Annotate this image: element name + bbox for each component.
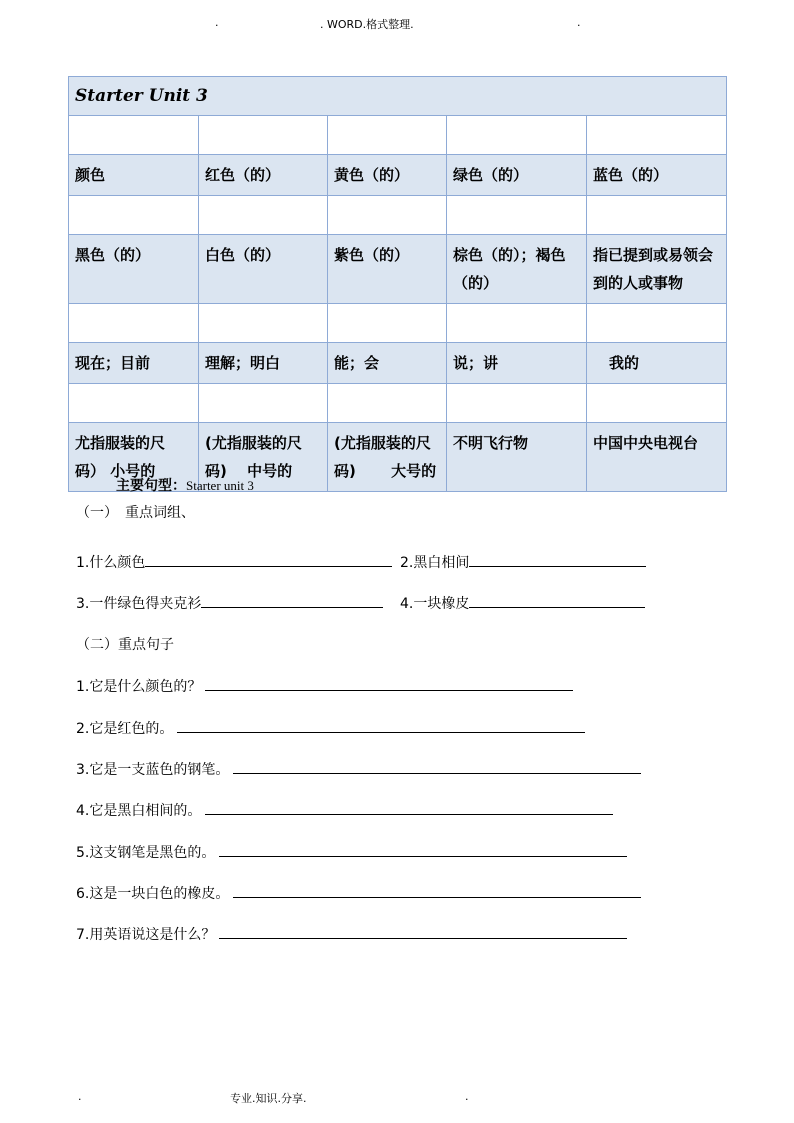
- main-patterns: [116, 475, 254, 495]
- table-cell: 紫色（的）: [328, 235, 447, 304]
- main-patterns-value: Starter unit 3: [186, 478, 254, 493]
- answer-cell[interactable]: [587, 304, 727, 343]
- sentence-text: 5.这支钢笔是黑色的。: [76, 845, 216, 861]
- table-cell: 说；讲: [447, 343, 587, 384]
- table-row-blank: [69, 304, 727, 343]
- footer-text: 专业.知识.分享.: [230, 1092, 307, 1105]
- answer-cell[interactable]: [447, 196, 587, 235]
- sentence-item: [76, 676, 573, 696]
- phrase-text: 2.黑白相间: [400, 555, 470, 571]
- table-cell: 蓝色（的）: [587, 155, 727, 196]
- phrase-item: [400, 552, 646, 572]
- sentence-text: 1.它是什么颜色的？: [76, 679, 202, 695]
- table-cell: (尤指服装的尺码) 大号的: [328, 423, 447, 492]
- header-right-dot: .: [577, 16, 581, 29]
- sentence-item: [76, 800, 613, 820]
- header-left-dot: .: [215, 16, 219, 29]
- vocabulary-table: [68, 76, 727, 492]
- table-cell: (尤指服装的尺码) 中号的: [199, 423, 328, 492]
- sentence-item: [76, 759, 641, 779]
- phrase-item: [76, 593, 383, 613]
- section-one-title: （一） 重点词组、: [76, 505, 195, 521]
- table-row-blank: [69, 384, 727, 423]
- table-cell: 白色（的）: [199, 235, 328, 304]
- answer-cell[interactable]: [587, 116, 727, 155]
- table-title: Starter Unit 3: [69, 77, 727, 116]
- answer-cell[interactable]: [587, 384, 727, 423]
- answer-cell[interactable]: [447, 116, 587, 155]
- phrase-text: 1.什么颜色: [76, 555, 146, 571]
- section-two-title: （二）重点句子: [76, 637, 174, 653]
- answer-blank[interactable]: [469, 552, 646, 567]
- sentence-item: [76, 842, 627, 862]
- answer-blank[interactable]: [205, 800, 613, 815]
- answer-cell[interactable]: [328, 304, 447, 343]
- header-title: . WORD.格式整理.: [320, 18, 414, 31]
- answer-cell[interactable]: [69, 304, 199, 343]
- answer-cell[interactable]: [447, 304, 587, 343]
- sentence-text: 3.它是一支蓝色的钢笔。: [76, 762, 230, 778]
- sentence-text: 7.用英语说这是什么？: [76, 927, 216, 943]
- table-row-blank: [69, 196, 727, 235]
- table-row: [69, 235, 727, 304]
- answer-cell[interactable]: [69, 116, 199, 155]
- table-cell: 黑色（的）: [69, 235, 199, 304]
- answer-cell[interactable]: [328, 116, 447, 155]
- answer-cell[interactable]: [199, 196, 328, 235]
- answer-blank[interactable]: [201, 593, 383, 608]
- answer-blank[interactable]: [233, 883, 641, 898]
- table-cell: 能；会: [328, 343, 447, 384]
- answer-blank[interactable]: [469, 593, 645, 608]
- answer-cell[interactable]: [199, 384, 328, 423]
- answer-blank[interactable]: [145, 552, 392, 567]
- table-row-blank: [69, 116, 727, 155]
- answer-blank[interactable]: [233, 759, 641, 774]
- table-cell: 红色（的）: [199, 155, 328, 196]
- answer-cell[interactable]: [328, 384, 447, 423]
- table-cell: 现在；目前: [69, 343, 199, 384]
- answer-cell[interactable]: [69, 196, 199, 235]
- sentence-text: 6.这是一块白色的橡皮。: [76, 886, 230, 902]
- answer-cell[interactable]: [69, 384, 199, 423]
- footer-left-dot: .: [78, 1090, 82, 1103]
- table-cell: 绿色（的）: [447, 155, 587, 196]
- table-cell: 黄色（的）: [328, 155, 447, 196]
- table-cell: 不明飞行物: [447, 423, 587, 492]
- phrase-item: [400, 593, 645, 613]
- page-header: [0, 16, 794, 30]
- answer-blank[interactable]: [219, 924, 627, 939]
- answer-cell[interactable]: [199, 304, 328, 343]
- phrase-item: [76, 552, 392, 572]
- answer-blank[interactable]: [205, 676, 573, 691]
- answer-blank[interactable]: [219, 842, 627, 857]
- answer-cell[interactable]: [328, 196, 447, 235]
- sentence-text: 4.它是黑白相间的。: [76, 803, 202, 819]
- answer-cell[interactable]: [199, 116, 328, 155]
- answer-cell[interactable]: [587, 196, 727, 235]
- sentence-item: [76, 718, 585, 738]
- table-cell: 尤指服装的尺码） 小号的: [69, 423, 199, 492]
- table-cell: 颜色: [69, 155, 199, 196]
- phrase-text: 4.一块橡皮: [400, 596, 470, 612]
- table-cell: 棕色（的）；褐色（的）: [447, 235, 587, 304]
- sentence-text: 2.它是红色的。: [76, 721, 174, 737]
- table-cell: 我的: [587, 343, 727, 384]
- table-row: [69, 155, 727, 196]
- answer-blank[interactable]: [177, 718, 585, 733]
- sentence-item: [76, 924, 627, 944]
- main-patterns-label: 主要句型：: [116, 478, 186, 494]
- phrase-text: 3.一件绿色得夹克衫: [76, 596, 202, 612]
- table-cell: 中国中央电视台: [587, 423, 727, 492]
- table-cell: 指已提到或易领会到的人或事物: [587, 235, 727, 304]
- sentence-item: [76, 883, 641, 903]
- footer-right-dot: .: [465, 1090, 469, 1103]
- table-cell: 理解；明白: [199, 343, 328, 384]
- answer-cell[interactable]: [447, 384, 587, 423]
- table-row: [69, 343, 727, 384]
